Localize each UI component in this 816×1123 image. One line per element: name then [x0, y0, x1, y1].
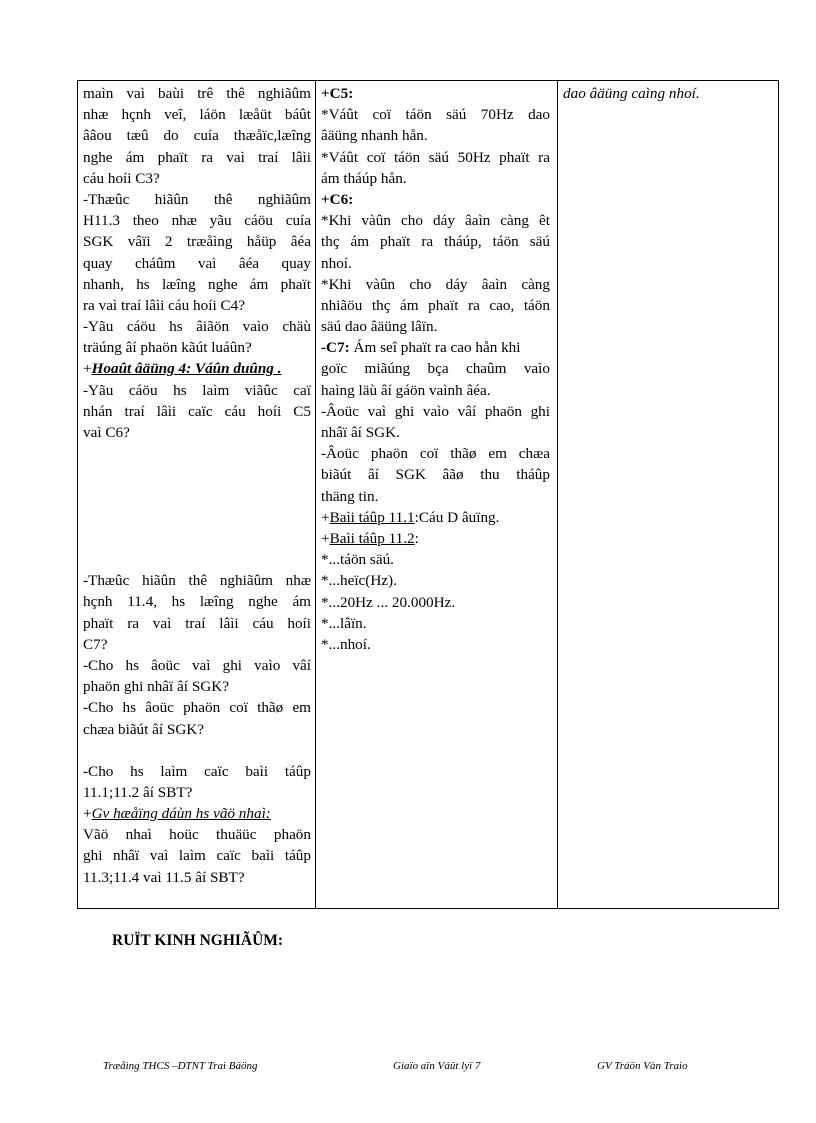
text-line: *...heïc(Hz).	[321, 572, 397, 590]
text-line: phaön ghi nhâï âí SGK?	[83, 678, 229, 696]
text-line: *Váût coï táön säú 70Hz dao	[321, 106, 550, 124]
text-line: nhâï âí SGK.	[321, 424, 400, 441]
column-divider-2	[557, 81, 558, 908]
exercise-colon: :	[414, 529, 419, 547]
homework-heading	[83, 803, 311, 824]
exercise-11-2	[321, 528, 550, 549]
text-line: -Thæûc hiãûn thê nghiãûm nhæ	[83, 572, 311, 590]
text-line: ghi nhâï vaì laìm caïc baìi táûp	[83, 847, 311, 865]
text-line: -Cho hs laìm caïc baìi táûp	[83, 762, 311, 780]
text-line: 11.1;11.2 âí SBT?	[83, 783, 193, 801]
footer-teacher: GV Tráön Vàn Traìo	[597, 1060, 688, 1072]
text-line: goïc miãúng bça chaûm vaìo	[321, 360, 550, 378]
text-line: H11.3 theo nhæ yãu cáöu cuía	[83, 212, 311, 230]
lesson-table	[77, 80, 779, 909]
paragraph-c4	[83, 189, 311, 316]
text-line: nghe ám phaït ra vaì traí lâìi	[83, 148, 311, 166]
text-line: maìn vaì baùi trê thê nghiãûm	[83, 85, 311, 102]
text-line: *...nhoí.	[321, 635, 371, 653]
text-line: thäng tin.	[321, 487, 379, 505]
text-line: *...táön säú.	[321, 551, 394, 569]
homework-title: Gv hæåïng dáùn hs vãö nhaì:	[91, 805, 271, 823]
text-line: hçnh 11.4, hs læîng nghe ám	[83, 593, 311, 611]
student-activity-column	[321, 83, 550, 655]
text-line: ra vaì traí lâìi cáu hoíi C4?	[83, 296, 245, 314]
c6-label: +C6:	[321, 190, 354, 208]
text-line: âäüng nhanh hån.	[321, 127, 428, 145]
c7-first-line	[321, 337, 550, 358]
paragraph-homework	[83, 824, 311, 888]
answer-notes	[321, 401, 550, 507]
text-line: ââou tæû do cuía thæåïc,læîng	[83, 127, 311, 145]
text-line: nhán traí lâìi caïc cáu hoíi C5	[83, 402, 311, 420]
text-line: -Âoüc phaön coï thãø em chæa	[321, 445, 550, 463]
notes-column	[563, 83, 773, 104]
text-line: -Yãu cáöu hs laìm viãûc caï	[83, 381, 311, 399]
spacer	[83, 443, 311, 570]
answer-c5	[321, 104, 550, 189]
text-line: haìng läù âí gáön vaình âéa.	[321, 381, 491, 399]
teacher-activity-column	[83, 83, 311, 888]
text-line: cáu hoíi C3?	[83, 169, 160, 187]
text-line: Vãö nhaì hoüc thuäüc phaön	[83, 826, 311, 844]
text-line: thç ám phaït ra tháúp, táön säú	[321, 233, 550, 251]
exercise-prefix: +	[321, 508, 330, 526]
text-line: phaït ra vaì traí lâìi cáu hoíi	[83, 614, 311, 632]
text-line: nhæ hçnh veî, láön læåüt báût	[83, 106, 311, 124]
activity-title: Hoaût âäüng 4: Váûn duûng .	[91, 360, 282, 378]
text-line: *Khi vàûn cho dáy âaìn càng	[321, 275, 550, 293]
text-line: *Khi vàûn cho dáy âaìn càng êt	[321, 212, 550, 230]
text-line: vaì C6?	[83, 424, 130, 441]
exercise-title: Baìi táûp 11.2	[329, 529, 415, 547]
text-line: C7?	[83, 635, 108, 653]
text-line: -Cho hs âoüc vaì ghi vaìo vâí	[83, 656, 311, 674]
column-divider-1	[315, 81, 316, 908]
paragraph-notes	[83, 655, 311, 697]
text-line: -Cho hs âoüc phaön coï thãø em	[83, 699, 311, 717]
text-line: -Âoüc vaì ghi vaìo vâí phaön ghi	[321, 402, 550, 420]
c7-text: Ám seî phaït ra cao hån khi	[349, 339, 521, 357]
text-line: 11.3;11.4 vaì 11.5 âí SBT?	[83, 868, 245, 886]
text-line: *...20Hz ... 20.000Hz.	[321, 593, 456, 611]
text-line: *Váût coï táön säú 50Hz phaït ra	[321, 148, 550, 166]
text-line: ám tháúp hån.	[321, 169, 407, 187]
text-line: *...lâïn.	[321, 614, 367, 632]
text-line: säú dao âäüng lâïn.	[321, 318, 438, 336]
footer-school: Træåìng THCS –DTNT Traì Bäöng	[103, 1060, 258, 1072]
section-heading: RUÏT KINH NGHIÃÛM:	[112, 932, 284, 949]
text-line: dao âäüng caìng nhoí.	[563, 85, 700, 102]
text-line: nhanh, hs læîng nghe ám phaït	[83, 275, 311, 293]
answer-c6	[321, 210, 550, 337]
text-line: chæa biãút âí SGK?	[83, 720, 205, 738]
exercise-prefix: +	[321, 529, 330, 547]
spacer	[83, 740, 311, 761]
text-line: nhoí.	[321, 254, 352, 272]
paragraph-c5-c6	[83, 380, 311, 444]
answer-c7	[321, 337, 550, 401]
activity-4-heading	[83, 358, 311, 379]
paragraph-c3	[83, 83, 311, 189]
text-line: träúng âí phaön kãút luáûn?	[83, 339, 252, 357]
text-line: -Thæûc hiãûn thê nghiãûm	[83, 190, 311, 208]
exercise-11-2-answers	[321, 549, 550, 655]
paragraph-c7	[83, 570, 311, 655]
exercise-title: Baìi táûp 11.1	[329, 508, 415, 526]
c5-label: +C5:	[321, 85, 354, 102]
text-line: nhiãöu thç ám phaït ra cao, táön	[321, 296, 550, 314]
homework-prefix: +	[83, 805, 92, 823]
paragraph-conclusion	[83, 316, 311, 358]
text-line: quay cháûm vaì âéa quay	[83, 254, 311, 272]
text-line: -Yãu cáöu hs âiãön vaìo chäù	[83, 318, 311, 336]
footer-document-title: Giaïo aïn Váût lyï 7	[393, 1060, 481, 1072]
activity-prefix: +	[83, 360, 92, 378]
paragraph-exercises	[83, 761, 311, 803]
c7-label: -C7:	[321, 339, 350, 357]
exercise-11-1	[321, 507, 550, 528]
text-line: biãút âí SGK âãø thu tháûp	[321, 466, 550, 484]
paragraph-extra-reading	[83, 697, 311, 739]
text-line: SGK vâïi 2 træåìng håüp âéa	[83, 233, 311, 251]
exercise-answer: :Cáu D âuïng.	[414, 508, 500, 526]
